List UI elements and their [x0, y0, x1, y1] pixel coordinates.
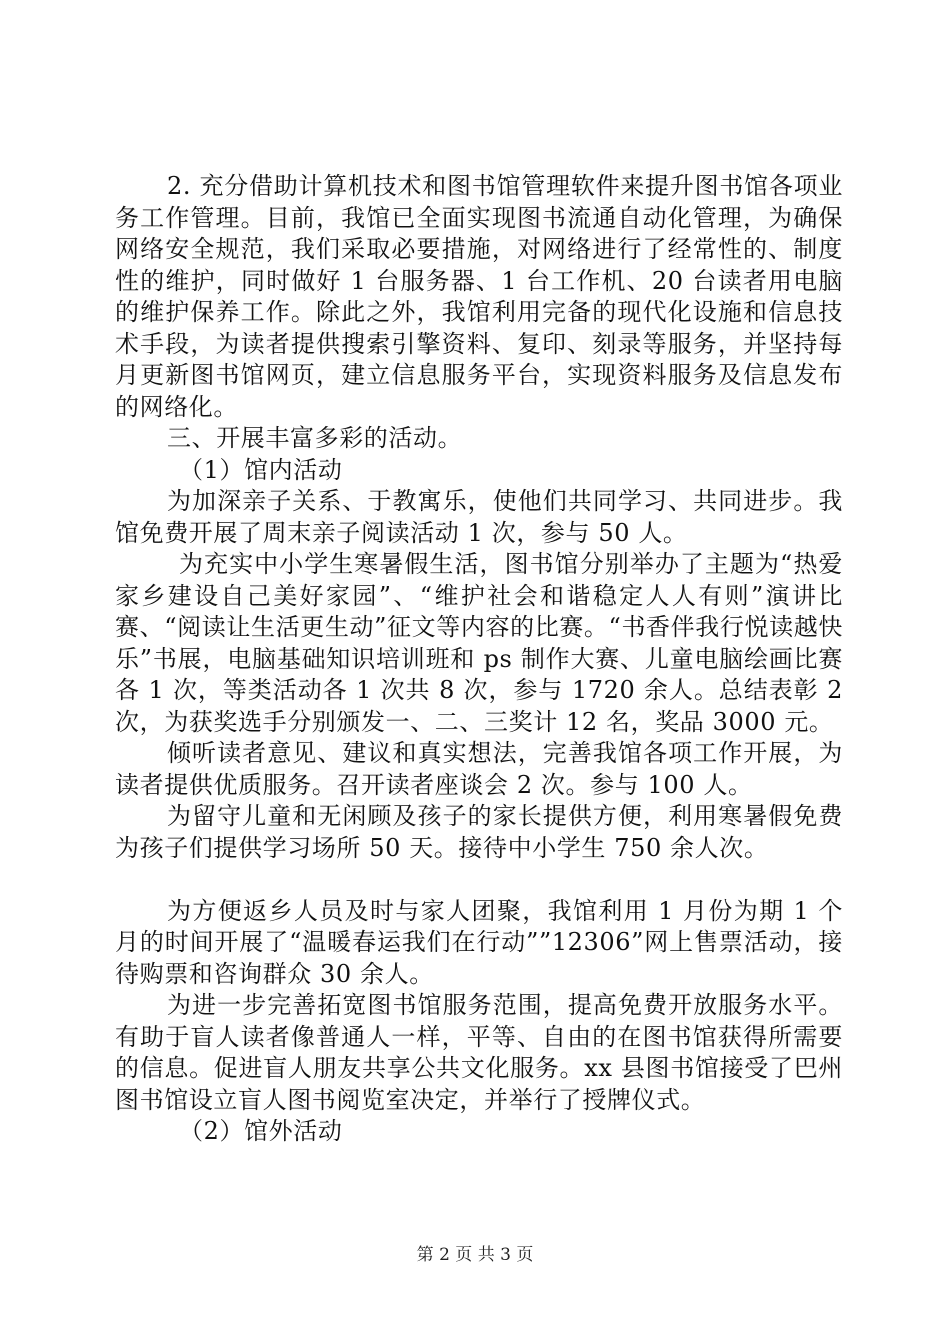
subheading-outdoor-activities: （2）馆外活动 — [179, 1117, 343, 1145]
paragraph-spring-festival-tickets: 为方便返乡人员及时与家人团聚，我馆利用 1 月份为期 1 个月的时间开展了“温暖春运我们在行动””12306”网上售票活动，接待购票和咨询群众 30 余人。 — [115, 896, 843, 988]
paragraph-parent-child-reading: 为加深亲子关系、于教寓乐，使他们共同学习、共同进步。我馆免费开展了周末亲子阅读活动 1 次，参与 50 人。 — [115, 487, 843, 547]
paragraph-reader-feedback: 倾听读者意见、建议和真实想法，完善我馆各项工作开展，为读者提供优质服务。召开读者座谈会 2 次。参与 100 人。 — [115, 739, 843, 799]
page-footer: 第 2 页 共 3 页 — [416, 1245, 534, 1265]
document-body — [115, 171, 843, 1148]
section-heading-activities: 三、开展丰富多彩的活动。 — [167, 424, 463, 452]
paragraph-holiday-competitions: 为充实中小学生寒暑假生活，图书馆分别举办了主题为“热爱家乡建设自己美好家园”、“维护社会和谐稳定人人有则”演讲比赛、“阅读让生活更生动”征文等内容的比赛。“书香伴我行悦读越快乐”书展，电脑基础知识培训班和 ps 制作大赛、儿童电脑绘画比赛各 1 次，等类活动各 1 次共 8 次，参与 1720 余人。总结表彰 2 次，为获奖选手分别颁发一、二、三奖计 12 名，奖品 3000 元。 — [115, 550, 843, 736]
paragraph-blind-reading-room: 为进一步完善拓宽图书馆服务范围，提高免费开放服务水平。有助于盲人读者像普通人一样，平等、自由的在图书馆获得所需要的信息。促进盲人朋友共享公共文化服务。xx 县图书馆接受了巴州图书馆设立盲人图书阅览室决定，并举行了授牌仪式。 — [115, 991, 843, 1114]
paragraph-computer-management: 2. 充分借助计算机技术和图书馆管理软件来提升图书馆各项业务工作管理。目前，我馆已全面实现图书流通自动化管理，为确保网络安全规范，我们采取必要措施，对网络进行了经常性的、制度性的维护，同时做好 1 台服务器、1 台工作机、20 台读者用电脑的维护保养工作。除此之外，我馆利用完备的现代化设施和信息技术手段，为读者提供搜索引擎资料、复印、刻录等服务，并坚持每月更新图书馆网页，建立信息服务平台，实现资料服务及信息发布的网络化。 — [115, 172, 843, 421]
subheading-indoor-activities: （1）馆内活动 — [179, 455, 343, 484]
paragraph-left-behind-children: 为留守儿童和无闲顾及孩子的家长提供方便，利用寒暑假免费为孩子们提供学习场所 50 天。接待中小学生 750 余人次。 — [115, 802, 843, 862]
